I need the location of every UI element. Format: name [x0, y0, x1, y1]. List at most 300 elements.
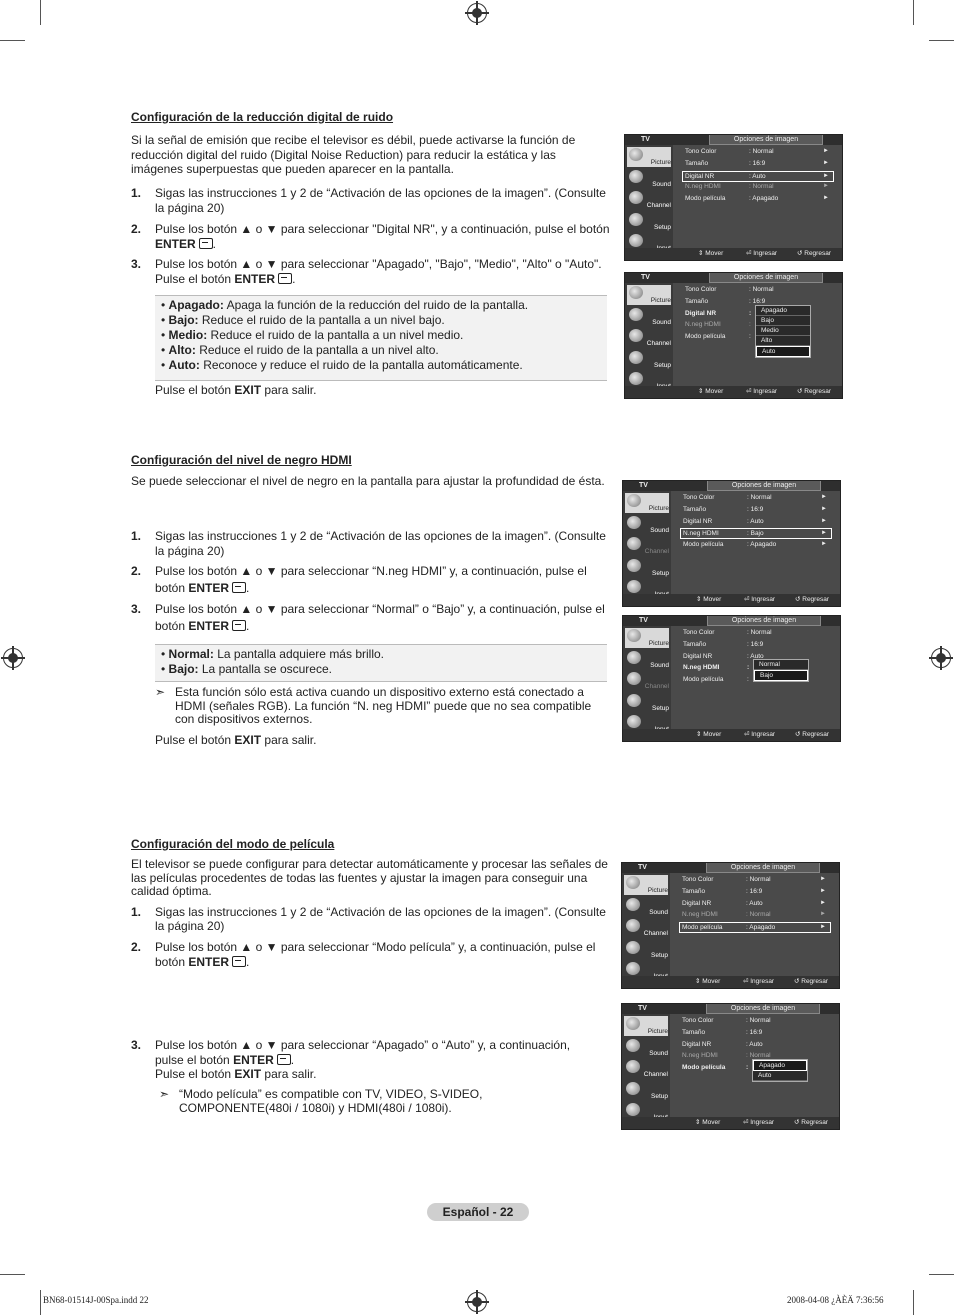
tv-sidebar [625, 283, 673, 386]
menu-row-value: : Bajo [747, 530, 764, 538]
dropdown-option: Auto [753, 1071, 807, 1081]
period: . [246, 581, 250, 595]
menu-row-label: N.neg HDMI [682, 911, 718, 919]
menu-row-label: N.neg HDMI [683, 530, 719, 538]
tv-label: TV [638, 1005, 647, 1012]
sidebar-item-picture [624, 875, 668, 895]
step-number: 2. [131, 940, 142, 954]
enter-key: ENTER [233, 1052, 274, 1067]
arrow-right-icon: ► [821, 505, 827, 512]
crop-mark [0, 1274, 25, 1275]
sidebar-item-sound [625, 515, 669, 535]
arrow-right-icon: ► [823, 159, 829, 166]
step-text: Pulse los botón ▲ o ▼ para seleccionar "Digital NR", y a continuación, pulse el botón [155, 222, 610, 236]
section-intro: Si la señal de emisión que recibe el televisor es débil, puede activarse la función de reducción digital del ruido (Digital Noise Reduction) para reducir la estática y las imágenes superpuestas que pueden aparecer en la pantalla. [131, 133, 576, 176]
period: . [246, 619, 250, 633]
mover-hint: ⇕ Mover [698, 250, 724, 257]
menu-row-value: : Auto [747, 517, 764, 525]
menu-row-label: Tamaño [682, 887, 706, 895]
arrow-right-icon: ► [821, 541, 827, 548]
sidebar-label: Channel [646, 340, 671, 347]
input-icon [626, 962, 640, 975]
menu-row-label: Tono Color [683, 494, 715, 501]
menu-row-value: : Auto [749, 172, 766, 180]
tv-label: TV [641, 136, 650, 143]
channel-icon [629, 191, 643, 204]
menu-row-value: : [749, 309, 752, 317]
menu-row-tamano [680, 887, 830, 896]
option-desc: La pantalla adquiere más brillo. [213, 647, 384, 661]
menu-row-tono [680, 1016, 830, 1025]
menu-row-value: : Normal [749, 286, 774, 293]
menu-row-label: Digital NR [683, 517, 713, 525]
options-box [155, 295, 607, 381]
ingresar-hint: ⏎ Ingresar [746, 388, 778, 395]
sidebar-item-picture [625, 493, 669, 513]
sidebar-label: Sound [649, 908, 668, 916]
menu-row-value: : Auto [746, 1040, 763, 1048]
picture-icon [627, 629, 641, 642]
tv-label: TV [638, 864, 647, 871]
sidebar-item-setup [625, 693, 669, 713]
sidebar-item-sound [627, 169, 671, 189]
sidebar-item-setup [624, 1081, 668, 1101]
ingresar-hint: ⏎ Ingresar [743, 978, 775, 985]
step-text: Pulse los botón ▲ o ▼ para seleccionar “Apagado” o “Auto” y, a continuación, pulse el botón [155, 1038, 571, 1067]
menu-row-value: : Normal [746, 1017, 771, 1024]
menu-title: Opciones de imagen [709, 273, 823, 283]
menu-row-value: : [747, 676, 749, 684]
dropdown-option: Normal [754, 660, 808, 670]
enter-icon [232, 956, 246, 967]
menu-row-label: Tamaño [685, 159, 709, 167]
menu-row-hdmi [680, 910, 830, 919]
step-number: 3. [131, 1038, 142, 1052]
menu-row-tono [683, 147, 833, 156]
tv-menu-screenshot [624, 272, 843, 399]
sidebar-label: Channel [643, 930, 668, 937]
step-text: Pulse los botón ▲ o ▼ para seleccionar “Modo película” y, a continuación, pulse el botón [155, 940, 596, 969]
exit-post: para salir. [261, 1067, 317, 1081]
sidebar-item-sound [624, 1038, 668, 1058]
tv-label: TV [639, 617, 648, 624]
sidebar-label: Picture [650, 297, 671, 304]
tv-menu-footer [622, 1117, 839, 1129]
exit-key: EXIT [234, 1067, 262, 1081]
menu-row-value: : Normal [747, 629, 772, 636]
file-name: BN68-01514J-00Spa.indd 22 [43, 1295, 149, 1305]
dropdown-list [755, 305, 811, 358]
enter-key: ENTER [234, 271, 276, 286]
step [131, 257, 611, 286]
menu-row-label: Tamaño [683, 640, 707, 648]
menu-row-value: : [749, 321, 751, 329]
menu-row-tamano [681, 505, 831, 514]
menu-row-value: : Apagado [749, 195, 779, 203]
note-text: “Modo película” es compatible con TV, VIDEO, S-VIDEO, COMPONENTE(480i / 1080i) y HDMI(480i / 1080i). [179, 1087, 483, 1115]
step-number: 2. [131, 222, 142, 236]
menu-row-value: : 16:9 [746, 1028, 763, 1036]
sidebar-item-picture [624, 1016, 668, 1036]
menu-row-dnr [682, 171, 834, 182]
exit-key: EXIT [234, 383, 262, 397]
tv-sidebar [623, 491, 671, 594]
dropdown-option: Bajo [756, 316, 810, 326]
menu-row-value: : [747, 664, 750, 672]
tv-label: TV [639, 482, 648, 489]
dropdown-option: Apagado [753, 1060, 807, 1071]
step [131, 1038, 591, 1082]
sidebar-label: Setup [654, 223, 671, 231]
menu-row-label: Tamaño [682, 1028, 706, 1036]
sidebar-label: Picture [647, 887, 668, 894]
sound-icon [629, 308, 643, 321]
sidebar-label: Setup [651, 1092, 668, 1100]
menu-row-value: : Auto [747, 652, 764, 660]
menu-row-tono [681, 493, 831, 502]
sidebar-label: Picture [648, 505, 669, 512]
menu-row-label: Tono Color [683, 629, 715, 636]
crop-mark [913, 0, 914, 25]
tv-menu-footer [622, 976, 839, 988]
sidebar-label: Sound [650, 661, 669, 669]
exit-post: para salir. [261, 383, 317, 397]
tv-sidebar [625, 145, 673, 248]
menu-row-dnr [681, 517, 831, 526]
menu-row-label: Digital NR [682, 899, 712, 907]
sidebar-label: Sound [652, 318, 671, 326]
picture-icon [626, 1017, 640, 1030]
step-number: 1. [131, 529, 142, 543]
sidebar-label: Setup [652, 569, 669, 577]
setup-icon [629, 351, 643, 364]
arrow-right-icon: ► [823, 195, 829, 202]
option-item: • Auto: Reconoce y reduce el ruido de la pantalla automáticamente. [161, 358, 523, 372]
sidebar-item-channel [624, 918, 668, 938]
exit-instruction [155, 383, 316, 397]
ingresar-hint: ⏎ Ingresar [744, 596, 776, 603]
tv-menu-screenshot [621, 1003, 840, 1130]
arrow-right-icon: ► [820, 911, 826, 918]
menu-row-label: Digital NR [683, 652, 713, 660]
menu-row-modo [683, 194, 833, 203]
input-icon [627, 715, 641, 728]
options-box [155, 644, 607, 682]
sidebar-item-sound [627, 307, 671, 327]
regresar-hint: ↺ Regresar [795, 731, 829, 738]
sidebar-item-channel [624, 1059, 668, 1079]
tv-menu-footer [623, 729, 840, 741]
sidebar-label: Channel [644, 683, 669, 690]
tv-sidebar [622, 1014, 670, 1117]
enter-key: ENTER [155, 236, 196, 251]
enter-key: ENTER [188, 619, 230, 633]
period: . [246, 954, 250, 969]
step [131, 222, 611, 251]
tv-menu-header [623, 616, 840, 626]
section-title: Configuración del nivel de negro HDMI [131, 453, 352, 467]
menu-row-label: Modo película [685, 195, 726, 203]
menu-row-label: Tamaño [683, 505, 707, 513]
arrow-right-icon: ► [821, 530, 827, 537]
tv-menu-header [623, 481, 840, 491]
channel-icon [626, 1060, 640, 1073]
menu-row-label: N.neg HDMI [683, 664, 720, 672]
period: . [292, 271, 296, 286]
note-arrow-icon: ➣ [159, 1087, 170, 1101]
dropdown-option: Medio [756, 326, 810, 336]
menu-row-value: : [749, 333, 751, 341]
channel-icon [627, 537, 641, 550]
registration-mark-icon [467, 1292, 487, 1312]
menu-row-value: : 16:9 [747, 640, 764, 648]
channel-icon [629, 329, 643, 342]
menu-row-label: Tono Color [685, 286, 717, 293]
menu-row-dnr [680, 899, 830, 908]
sidebar-item-setup [624, 940, 668, 960]
enter-icon [278, 273, 292, 284]
arrow-right-icon: ► [820, 899, 826, 906]
option-label: Bajo: [168, 662, 199, 676]
step [131, 601, 611, 635]
option-label: Apagado: [168, 298, 224, 312]
sidebar-item-channel [627, 190, 671, 210]
option-desc: Reduce el ruido de la pantalla a un nivel bajo. [198, 313, 445, 327]
tv-menu-screenshot [622, 480, 841, 607]
menu-title: Opciones de imagen [707, 616, 821, 626]
sidebar-label: Channel [643, 1071, 668, 1078]
arrow-right-icon: ► [821, 494, 827, 500]
regresar-hint: ↺ Regresar [794, 1119, 828, 1126]
note-arrow-icon: ➣ [155, 685, 166, 699]
menu-row-label: Tono Color [685, 148, 717, 155]
setup-icon [626, 1082, 640, 1095]
sound-icon [626, 1039, 640, 1052]
tv-menu-footer [625, 386, 842, 398]
menu-row-value: : Apagado [746, 924, 776, 932]
sidebar-item-channel [627, 328, 671, 348]
option-desc: Reconoce y reduce el ruido de la pantalla automáticamente. [199, 358, 523, 372]
picture-icon [629, 148, 643, 161]
period: . [212, 236, 217, 251]
regresar-hint: ↺ Regresar [797, 250, 831, 257]
menu-row-value: : 16:9 [749, 297, 766, 305]
menu-row-label: Modo película [685, 333, 726, 341]
step [131, 906, 611, 933]
exit-instruction [155, 733, 316, 747]
sidebar-label: Picture [647, 1028, 668, 1035]
picture-icon [626, 876, 640, 889]
mover-hint: ⇕ Mover [696, 596, 722, 603]
arrow-right-icon: ► [820, 924, 826, 931]
channel-icon [627, 672, 641, 685]
mover-hint: ⇕ Mover [695, 978, 721, 985]
sidebar-item-sound [625, 650, 669, 670]
sidebar-item-picture [627, 147, 671, 167]
menu-row-label: N.neg HDMI [682, 1052, 718, 1060]
arrow-right-icon: ► [820, 887, 826, 894]
option-desc: Apaga la función de la reducción del ruido de la pantalla. [223, 298, 529, 312]
step [131, 940, 611, 969]
crop-mark [40, 1290, 41, 1315]
regresar-hint: ↺ Regresar [794, 978, 828, 985]
dropdown-list [753, 659, 809, 682]
sidebar-label: Sound [652, 180, 671, 188]
sidebar-label: Picture [648, 640, 669, 647]
option-desc: Reduce el ruido de la pantalla a un nivel medio. [207, 328, 464, 342]
tv-menu-header [622, 863, 839, 873]
menu-row-modo [681, 540, 831, 549]
option-item: • Bajo: Reduce el ruido de la pantalla a un nivel bajo. [161, 313, 445, 327]
menu-row-hdmi [680, 528, 832, 539]
menu-title: Opciones de imagen [709, 135, 823, 145]
sidebar-item-setup [625, 558, 669, 578]
sound-icon [627, 651, 641, 664]
menu-row-label: Digital NR [685, 172, 715, 180]
mover-hint: ⇕ Mover [696, 731, 722, 738]
menu-row-value: : Normal [747, 494, 772, 501]
mover-hint: ⇕ Mover [695, 1119, 721, 1126]
step [131, 529, 611, 558]
arrow-right-icon: ► [823, 172, 829, 179]
menu-title: Opciones de imagen [706, 1004, 820, 1014]
crop-mark [929, 1274, 954, 1275]
dropdown-option: Apagado [756, 306, 810, 316]
tv-menu-screenshot [622, 615, 841, 742]
exit-pre: Pulse el botón [155, 1067, 235, 1081]
option-item: • Bajo: La pantalla se oscurece. [161, 662, 332, 676]
regresar-hint: ↺ Regresar [795, 596, 829, 603]
input-icon [629, 234, 643, 247]
setup-icon [627, 694, 641, 707]
menu-row-value: : 16:9 [749, 159, 766, 167]
menu-row-label: Digital NR [682, 1040, 712, 1048]
exit-post: para salir. [261, 733, 317, 747]
step-text: Sigas las instrucciones 1 y 2 de “Activación de las opciones de la imagen”. (Consulte la página 20) [155, 186, 606, 215]
input-icon [629, 372, 643, 385]
setup-icon [626, 941, 640, 954]
dropdown-option: Alto [756, 336, 810, 346]
setup-icon [627, 559, 641, 572]
arrow-right-icon: ► [820, 876, 826, 882]
menu-row-label: N.neg HDMI [685, 183, 721, 191]
sidebar-item-sound [624, 897, 668, 917]
step [131, 186, 611, 215]
menu-row-value: : Auto [746, 899, 763, 907]
ingresar-hint: ⏎ Ingresar [743, 1119, 775, 1126]
exit-pre: Pulse el botón [155, 733, 235, 747]
enter-icon [232, 620, 246, 631]
step-text: Pulse los botón ▲ o ▼ para seleccionar “Normal” o “Bajo” y, a continuación, pulse el botón [155, 602, 605, 633]
tv-menu-header [625, 135, 842, 145]
sidebar-label: Picture [650, 159, 671, 166]
mover-hint: ⇕ Mover [698, 388, 724, 395]
exit-pre: Pulse el botón [155, 383, 235, 397]
registration-mark-icon [467, 3, 487, 23]
menu-row-value: : 16:9 [747, 505, 764, 513]
sound-icon [626, 898, 640, 911]
crop-mark [0, 40, 25, 41]
step-number: 3. [131, 602, 142, 616]
ingresar-hint: ⏎ Ingresar [746, 250, 778, 257]
picture-icon [627, 494, 641, 507]
step [131, 563, 611, 597]
channel-icon [626, 919, 640, 932]
option-label: Medio: [168, 328, 208, 342]
menu-row-label: N.neg HDMI [685, 321, 721, 329]
tv-menu-header [625, 273, 842, 283]
sidebar-item-channel [625, 536, 669, 556]
sidebar-item-picture [625, 628, 669, 648]
option-item: • Normal: La pantalla adquiere más brillo. [161, 647, 384, 661]
registration-mark-icon [3, 648, 23, 668]
option-desc: Reduce el ruido de la pantalla a un nivel alto. [195, 343, 439, 357]
setup-icon [629, 213, 643, 226]
menu-row-value: : Normal [749, 148, 774, 155]
tv-sidebar [622, 873, 670, 976]
crop-mark [913, 1290, 914, 1315]
menu-row-tono [681, 628, 831, 637]
sidebar-label: Sound [649, 1049, 668, 1057]
tv-menu-screenshot [624, 134, 843, 261]
tv-menu-header [622, 1004, 839, 1014]
sidebar-item-setup [627, 350, 671, 370]
menu-row-label: Modo película [682, 1064, 726, 1072]
menu-row-modo [679, 922, 831, 933]
menu-row-label: Modo película [682, 924, 723, 932]
step-number: 1. [131, 905, 142, 919]
menu-row-tono [683, 285, 833, 294]
dropdown-list [752, 1059, 808, 1082]
sidebar-label: Channel [646, 202, 671, 209]
input-icon [627, 580, 641, 593]
menu-row-label: Digital NR [685, 309, 717, 317]
menu-row-hdmi [683, 182, 833, 191]
enter-icon [277, 1054, 291, 1065]
sidebar-label: Sound [650, 526, 669, 534]
step-number: 1. [131, 186, 142, 200]
period: . [290, 1052, 295, 1067]
sidebar-label: Setup [652, 704, 669, 712]
note-text: Esta función sólo está activa cuando un dispositivo externo está conectado a HDMI (señales RGB). La función “N. neg HDMI” puede que no sea compatible con dispositivos externos. [175, 685, 592, 726]
menu-row-label: Tono Color [682, 876, 714, 883]
enter-icon [232, 582, 246, 593]
dropdown-option: Bajo [754, 670, 808, 681]
option-label: Auto: [168, 358, 200, 372]
menu-row-tamano [680, 1028, 830, 1037]
section-title: Configuración del modo de película [131, 837, 335, 851]
ingresar-hint: ⏎ Ingresar [744, 731, 776, 738]
option-label: Normal: [168, 647, 214, 661]
sidebar-item-channel [625, 671, 669, 691]
menu-row-label: Tamaño [685, 297, 709, 305]
enter-key: ENTER [188, 581, 230, 595]
step-number: 3. [131, 257, 142, 271]
sound-icon [629, 170, 643, 183]
print-date: 2008-04-08 ¿ÀÈÄ 7:36:56 [787, 1295, 884, 1305]
menu-row-dnr [680, 1040, 830, 1049]
option-label: Alto: [168, 343, 196, 357]
crop-mark [40, 0, 41, 25]
arrow-right-icon: ► [823, 148, 829, 154]
tv-menu-screenshot [621, 862, 840, 989]
option-item: • Apagado: Apaga la función de la reducción del ruido de la pantalla. [161, 298, 529, 312]
menu-row-value: : [746, 1064, 749, 1072]
option-desc: La pantalla se oscurece. [198, 662, 332, 676]
menu-row-label: Modo película [683, 676, 724, 684]
menu-row-tamano [681, 640, 831, 649]
sidebar-label: Setup [654, 361, 671, 369]
